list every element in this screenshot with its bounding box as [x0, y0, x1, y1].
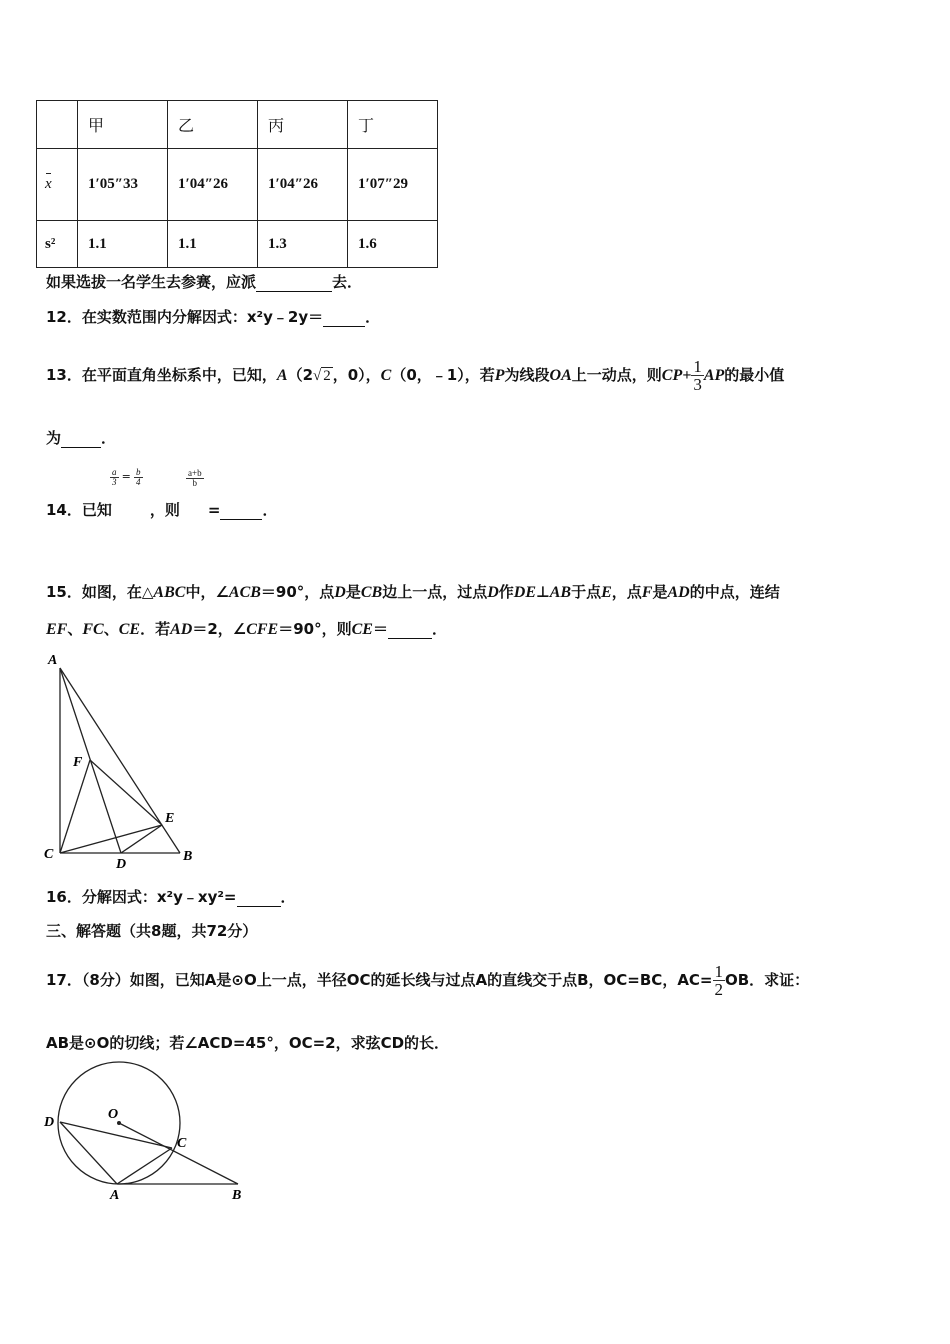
answer-blank: [61, 429, 101, 448]
table-cell: 1′05″33: [78, 149, 168, 221]
label-b: B: [232, 1188, 242, 1202]
answer-blank: [237, 888, 281, 907]
label-a: A: [110, 1188, 120, 1202]
answer-blank: [220, 501, 262, 520]
segment-de: [121, 825, 162, 853]
q17-circle-figure: [40, 1060, 250, 1202]
answer-blank: [323, 308, 365, 327]
q14-target-expression: $\frac{a+b}{b}$: [188, 468, 202, 488]
table-cell: 1.6: [348, 221, 438, 268]
label-e: E: [165, 811, 175, 826]
q15-triangle-figure: [40, 650, 210, 872]
question-12: 12．在实数范围内分解因式：x²y﹣2y＝ ．: [46, 308, 381, 326]
label-c: C: [44, 847, 54, 862]
label-a: A: [48, 653, 58, 668]
question-13-line2: 为 ．: [46, 429, 117, 447]
table-cell: 1′04″26: [258, 149, 348, 221]
q14-ratio-expression: $\frac{a}{3}$ = $\frac{b}{4}$: [112, 467, 141, 487]
fraction-one-half: $\frac{1}{2}$: [714, 962, 723, 999]
table-cell: 甲: [78, 101, 168, 149]
table-cell: 1.1: [168, 221, 258, 268]
label-o: O: [108, 1107, 119, 1122]
answer-blank: [388, 620, 432, 639]
label-b: B: [183, 849, 193, 864]
label-f: F: [73, 755, 83, 770]
mean-symbol: x: [45, 176, 52, 192]
table-cell: 1.3: [258, 221, 348, 268]
answer-blank: [256, 273, 332, 292]
question-16: 16．分解因式：x²y﹣xy²= ．: [46, 888, 296, 906]
segment-da: [60, 1122, 117, 1184]
table-row-mean: [37, 149, 438, 221]
question-15-line1: 15．如图，在△ABC中，∠ACB＝90°，点D是CB边上一点，过点D作DE⊥AB于点E，点F是AD的中点，连结: [46, 583, 780, 601]
fraction-one-third: $\frac{1}{3}$: [693, 357, 702, 394]
table-cell: 丁: [348, 101, 438, 149]
table-cell: 丙: [258, 101, 348, 149]
table-cell: 乙: [168, 101, 258, 149]
table-cell: [37, 101, 78, 149]
segment-dc: [60, 1122, 172, 1148]
q11-tail: 如果选拔一名学生去参赛，应派 去．: [46, 273, 363, 291]
table-cell: 1′04″26: [168, 149, 258, 221]
question-15-line2: EF、FC、CE．若AD＝2，∠CFE＝90°，则CE＝ ．: [46, 620, 447, 638]
stats-table: [36, 100, 438, 268]
question-14: 14．已知 ，则 = ．: [46, 501, 278, 519]
section-heading: 三、解答题（共8题，共72分）: [46, 922, 258, 940]
table-cell: [37, 149, 78, 221]
label-c: C: [177, 1136, 187, 1151]
label-d: D: [44, 1115, 55, 1130]
table-cell: 1′07″29: [348, 149, 438, 221]
question-13-line1: 13．在平面直角坐标系中，已知，A（2√ 2 ，0），C（0，﹣1），若P为线段OA上一动点，则CP+ $\frac{1}{3}$ AP的最小值: [46, 357, 785, 394]
segment-fc: [60, 760, 90, 853]
segment-ce: [60, 825, 162, 853]
sqrt-expression: √ 2: [313, 368, 331, 384]
question-17-line1: 17．（8分）如图，已知A是⊙O上一点，半径OC的延长线与过点A的直线交于点B，OC=BC，AC= $\frac{1}{2}$ OB．求证：: [46, 962, 810, 999]
table-cell: 1.1: [78, 221, 168, 268]
table-header-row: [37, 101, 438, 149]
table-row-variance: [37, 221, 438, 268]
table-cell: s²: [37, 221, 78, 268]
question-17-line2: AB是⊙O的切线；若∠ACD=45°，OC=2，求弦CD的长．: [46, 1034, 450, 1052]
segment-ob: [119, 1123, 238, 1184]
label-d: D: [116, 857, 127, 872]
